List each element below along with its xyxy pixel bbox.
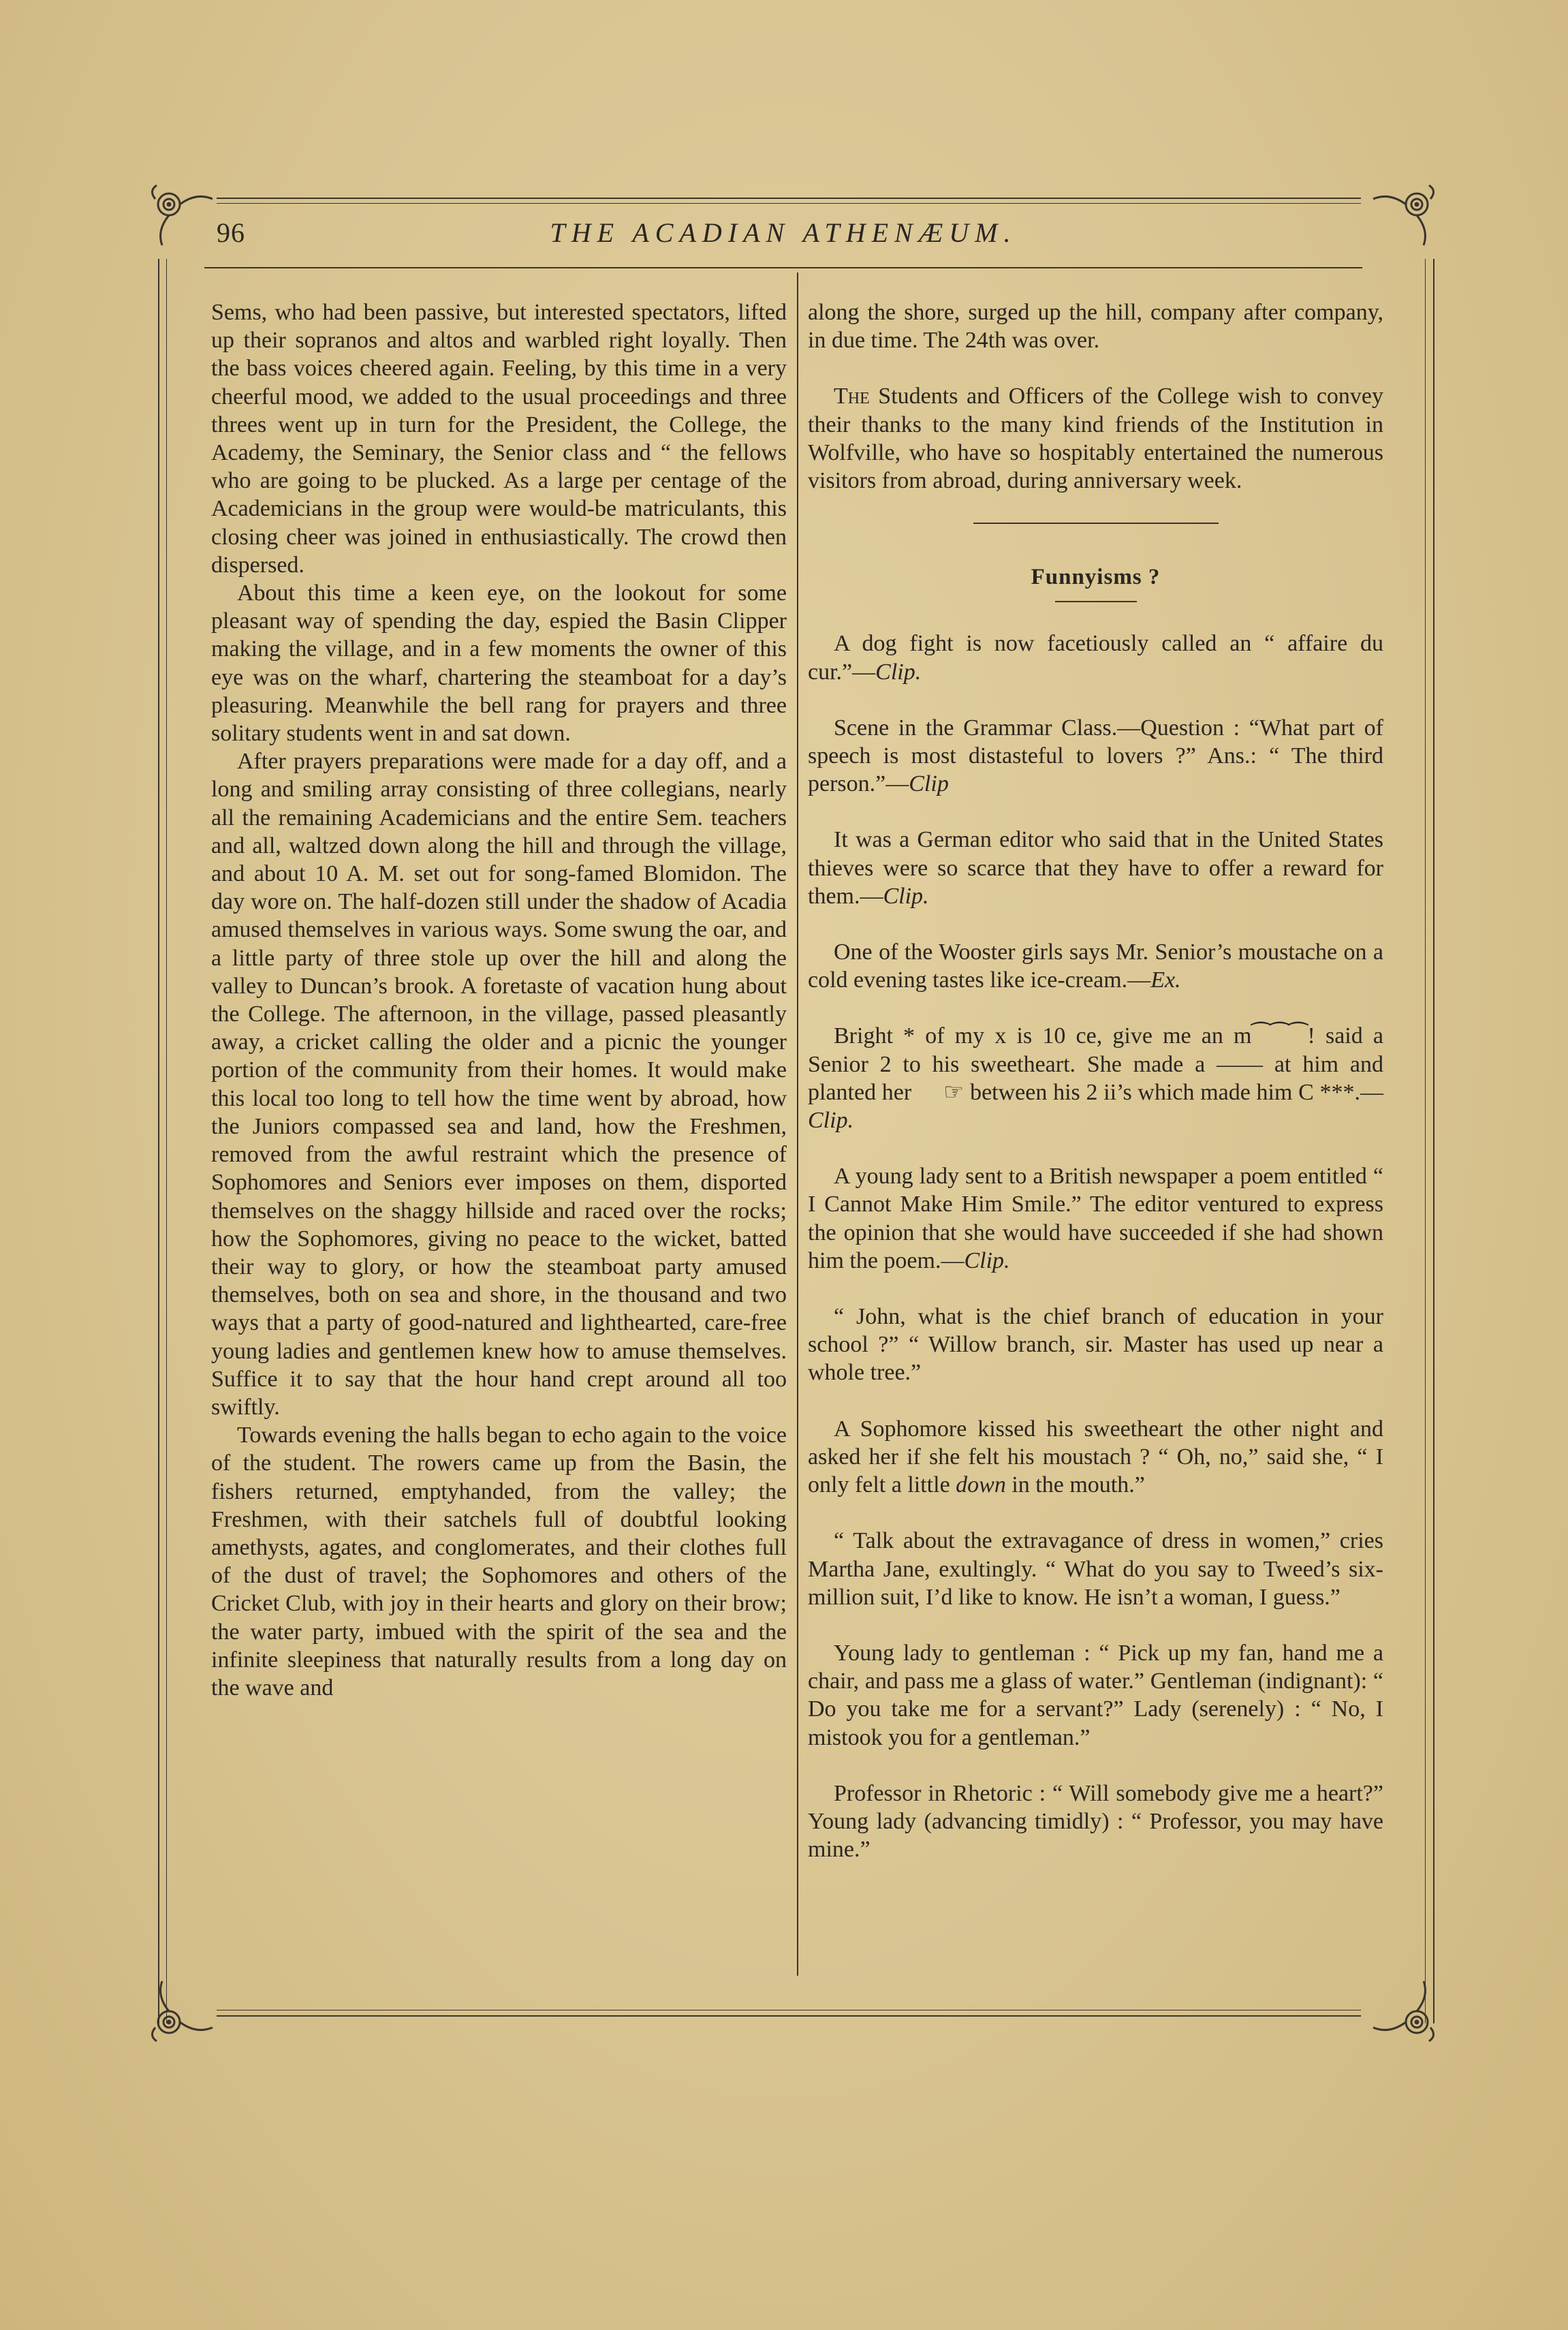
funnyism-text: It was a German editor who said that in the United States thieves were so scarce that they have to offer a reward for them.— [808, 827, 1383, 909]
left-column [211, 298, 787, 1702]
funnyism-source: Clip [909, 771, 949, 797]
funnyism-text: “ Talk about the extravagance of dress in women,” cries Martha Jane, exultingly. “ What do you say to Tweed’s six-million suit, I’d like to know. He isn’t a woman, I guess.” [808, 1528, 1383, 1610]
funnyism-item [808, 1303, 1383, 1387]
pointing-hand-icon: ☞ [943, 1079, 965, 1105]
left-border-rule-outer [158, 259, 159, 2023]
thanks-paragraph [808, 382, 1383, 495]
funnyism-item [808, 714, 1383, 798]
right-column [808, 298, 1383, 1891]
section-divider-rule [973, 523, 1219, 524]
thanks-text: Students and Officers of the College wish to convey their thanks to the many kind friends of the Institution in Wolfville, who have so hospitably entertained the numerous visitors from abroad, during anniversary week. [808, 384, 1383, 494]
left-paragraph-2: About this time a keen eye, on the lookout for some pleasant way of spending the day, espied the Basin Clipper making the village, and in a few moments the owner of this eye was on the wharf, chartering the steamboat for a day’s pleasuring. Meanwhile the bell rang for prayers and three solitary students went in and sat down. [211, 580, 787, 747]
right-border-rule-outer [1433, 259, 1434, 2023]
running-head-title: THE ACADIAN ATHENÆUM. [550, 217, 1017, 248]
funnyism-source: Clip. [808, 1108, 854, 1134]
heading-underline-rule [1055, 601, 1137, 602]
corner-ornament-top-left [142, 178, 217, 247]
corner-ornament-bottom-left [142, 1980, 217, 2048]
left-paragraph-4: Towards evening the halls began to echo again to the voice of the student. The rowers came up from the Basin, the fishers returned, emptyhanded, from the valley; the Freshmen, with their satchels full of doubtful looking amethysts, agates, and conglomerates, and their clothes full of the dust of travel; the Sophomores and others of the Cricket Club, with joy in their hearts and glory on their brow; the water party, imbued with the spirit of the sea and the infinite sleepiness that naturally results from a long day on the wave and [211, 1423, 787, 1700]
funnyism-source: Clip. [875, 659, 922, 685]
funnyism-item [808, 1162, 1383, 1275]
left-border-rule-inner [166, 259, 167, 2023]
funnyism-text: A dog fight is now facetiously called an “ affaire du cur.”— [808, 631, 1383, 685]
funnyism-text-continued: between his 2 ii’s which made him C ***.— [970, 1079, 1384, 1105]
right-border-rule-inner [1425, 259, 1426, 2023]
left-paragraph-3: After prayers preparations were made for a day off, and a long and smiling array consisting of three collegians, nearly all the remaining Academicians and the entire Sem. teachers and all, waltzed down along the hill and through the village, and about 10 A. M. set out for song-famed Blomidon. The day wore on. The half-dozen still under the shadow of Acadia amused themselves in various ways. Some swung the oar, and a little party of three stole up over the hill and along the valley to Duncan’s brook. A foretaste of vacation hung about the College. The afternoon, in the village, passed pleasantly away, a cricket calling the older and a picnic the younger portion of the community from their homes. It would make this local too long to tell how the time went by abroad, how the Juniors compassed sea and land, how the Freshmen, removed from the awful restraint which the presence of Sophomores and Seniors ever imposes on them, disported themselves on the shaggy hillside and raced over the rocks; how the Sophomores, giving no peace to the wicket, batted their way to glory, or how the steamboat party amused themselves, both on sea and shore, in the thousand and two ways that a party of good-natured and lighthearted, care-free young ladies and gentlemen knew how to amuse themselves. Suffice it to say that the hour hand crept around all too swiftly. [211, 749, 787, 1420]
funnyism-source: Clip. [964, 1247, 1010, 1273]
funnyism-item [808, 938, 1383, 994]
funnyism-text-continued: in the mouth.” [1012, 1472, 1145, 1498]
funnyism-text: Scene in the Grammar Class.—Question : “What part of speech is most distasteful to lovers ?” Ans.: “ The third person.”— [808, 715, 1383, 797]
right-continuation-paragraph: along the shore, surged up the hill, company after company, in due time. The 24th was over. [808, 300, 1383, 354]
page-number: 96 [217, 217, 245, 248]
funnyism-item [808, 630, 1383, 685]
section-heading: Funnyisms ? [1031, 565, 1161, 590]
funnyism-text: “ John, what is the chief branch of education in your school ?” “ Willow branch, sir. Master has used up near a whole tree.” [808, 1304, 1383, 1386]
funnyism-item [808, 1780, 1383, 1864]
funnyism-text: One of the Wooster girls says Mr. Senior’s moustache on a cold evening tastes like ice-cream.— [808, 939, 1383, 993]
funnyism-text: Professor in Rhetoric : “ Will somebody give me a heart?” Young lady (advancing timidly) : “ Professor, you may have mine.” [808, 1780, 1383, 1863]
funnyism-source: Clip. [883, 883, 929, 909]
funnyism-item [808, 1022, 1383, 1134]
funnyism-item [808, 1639, 1383, 1752]
corner-ornament-top-right [1369, 178, 1444, 247]
top-border-rule-lower [217, 203, 1361, 204]
column-divider-rule [797, 273, 798, 1976]
funnyism-text: A young lady sent to a British newspaper a poem entitled “ I Cannot Make Him Smile.” The editor ventured to express the opinion that she would have succeeded if she had shown him the poem.— [808, 1164, 1383, 1273]
corner-ornament-bottom-right [1369, 1980, 1444, 2048]
funnyism-text: Bright * of my x is 10 ce, give me an m⁀⁀⁀! said a Senior 2 to his sweetheart. She made a —— at him and planted her [808, 1023, 1383, 1105]
funnyism-item [808, 826, 1383, 910]
funnyism-emphasis: down [956, 1472, 1006, 1498]
funnyism-source: Ex. [1150, 967, 1181, 993]
funnyism-item [808, 1415, 1383, 1500]
thanks-lead-word: The [834, 384, 870, 409]
left-paragraph-1: Sems, who had been passive, but interested spectators, lifted up their sopranos and altos and warbled right loyally. Then the bass voices cheered again. Feeling, by this time in a very cheerful mood, we added to the usual proceedings and three threes went up in turn for the President, the College, the Academy, the Seminary, the Senior class and “ the fellows who are going to be plucked. As a large per centage of the Academicians in the group were would-be matriculants, this closing cheer was joined in enthusiastically. The crowd then dispersed. [211, 300, 787, 578]
bottom-border-rule-lower [217, 2015, 1361, 2017]
top-border-rule-upper [217, 198, 1361, 199]
header-underline-rule [204, 267, 1362, 268]
funnyism-item [808, 1527, 1383, 1611]
funnyism-text: A Sophomore kissed his sweetheart the other night and asked her if she felt his moustach ? “ Oh, no,” said she, “ I only felt a little [808, 1416, 1383, 1498]
funnyism-text: Young lady to gentleman : “ Pick up my fan, hand me a chair, and pass me a glass of water.” Gentleman (indignant): “ Do you take me for a servant?” Lady (serenely) : “ No, I mistook you for a gentleman.” [808, 1640, 1383, 1750]
